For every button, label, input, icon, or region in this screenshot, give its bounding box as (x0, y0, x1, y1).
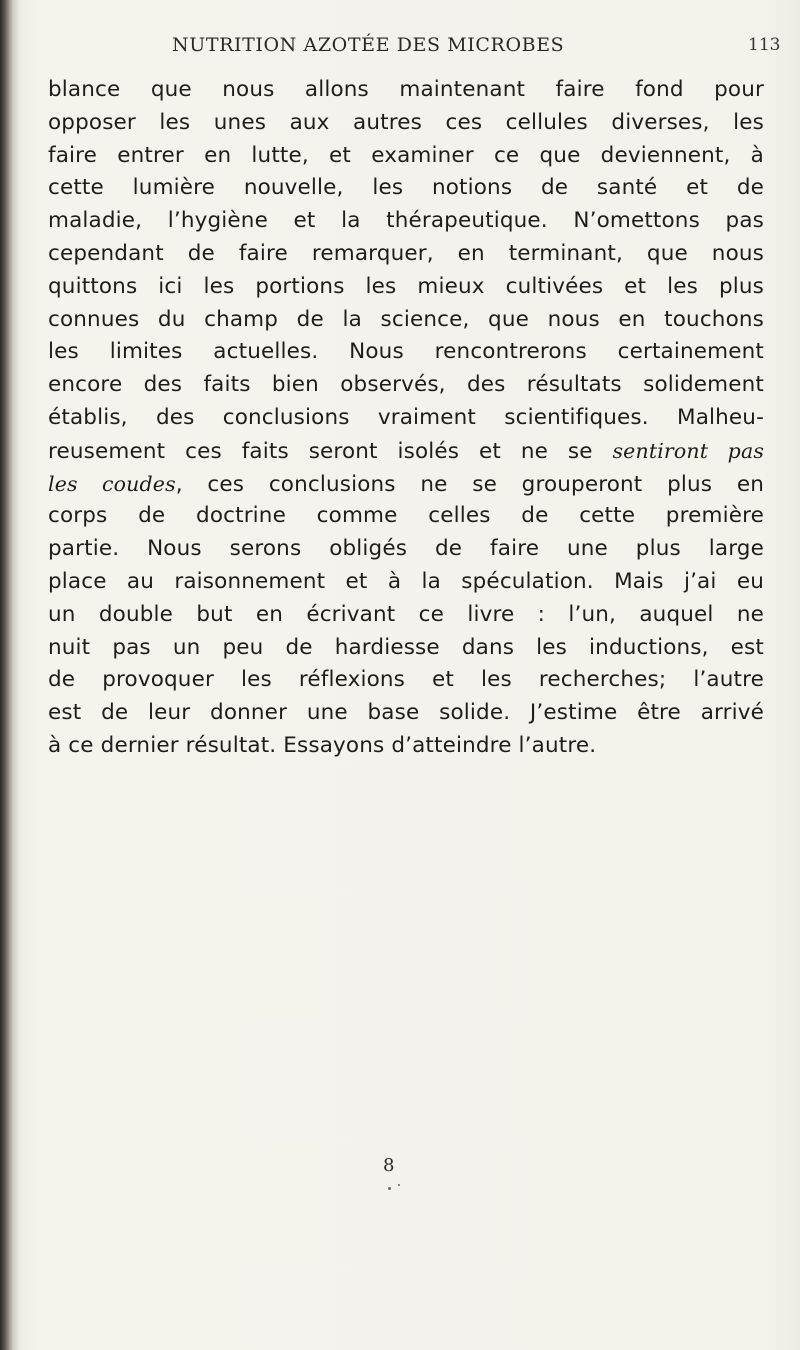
text-line: place au raisonnement et à la spéculation. Mais j’ai eu (48, 568, 764, 594)
text-line-with-italic (48, 435, 764, 468)
paper-speck (388, 1187, 391, 1190)
running-head (0, 34, 800, 64)
text-line: opposer les unes aux autres ces cellules diverses, les (48, 109, 764, 135)
italic-phrase: sentiront pas (612, 438, 764, 463)
text-line-with-italic (48, 468, 764, 501)
running-title: NUTRITION AZOTÉE DES MICROBES (172, 34, 565, 56)
text-line: faire entrer en lutte, et examiner ce que deviennent, à (48, 142, 764, 168)
text-segment: , ces conclusions ne se grouperont plus en (175, 471, 764, 497)
text-line: cependant de faire remarquer, en terminant, que nous (48, 240, 764, 266)
text-line: établis, des conclusions vraiment scientifiques. Malheu- (48, 404, 764, 430)
signature-mark: 8 (383, 1155, 395, 1176)
text-segment: reusement ces faits seront isolés et ne se (48, 438, 613, 464)
text-line: corps de doctrine comme celles de cette première (48, 503, 764, 529)
text-line: de provoquer les réflexions et les recherches; l’autre (48, 667, 764, 693)
text-line: cette lumière nouvelle, les notions de santé et de (48, 175, 764, 201)
text-line: maladie, l’hygiène et la thérapeutique. N’omettons pas (48, 208, 764, 234)
body-paragraph (48, 74, 764, 763)
text-line-last: à ce dernier résultat. Essayons d’atteindre l’autre. (48, 732, 597, 758)
binding-shadow (14, 0, 20, 1350)
text-line: encore des faits bien observés, des résultats solidement (48, 372, 764, 398)
text-line: quittons ici les portions les mieux cultivées et les plus (48, 273, 764, 299)
page-number: 113 (748, 35, 781, 55)
italic-phrase: les coudes (48, 471, 176, 496)
text-line: connues du champ de la science, que nous en touchons (48, 306, 764, 332)
text-line: nuit pas un peu de hardiesse dans les inductions, est (48, 634, 764, 660)
text-line: les limites actuelles. Nous rencontrerons certainement (48, 339, 764, 365)
text-line: partie. Nous serons obligés de faire une plus large (48, 536, 764, 562)
text-line: est de leur donner une base solide. J’estime être arrivé (48, 700, 764, 726)
text-line: blance que nous allons maintenant faire fond pour (48, 77, 764, 102)
text-line: un double but en écrivant ce livre : l’un, auquel ne (48, 601, 764, 627)
paper-speck (398, 1184, 400, 1186)
binding-edge (0, 0, 14, 1350)
